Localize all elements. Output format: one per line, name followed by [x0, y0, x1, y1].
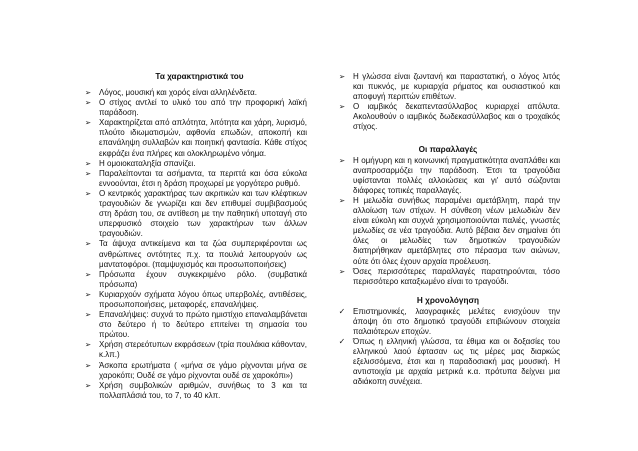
arrow-bullet-icon: ➢ [84, 269, 92, 279]
dating-heading: Η χρονολόγηση [416, 295, 480, 305]
right-column [336, 72, 560, 388]
list-item: ➢ Πρόσωπα έχουν συγκεκριμένο ρόλο. (συμβατικά πρόσωπα) [82, 270, 307, 290]
arrow-bullet-icon: ➢ [84, 158, 92, 168]
list-item: ➢ Η ομοιοκαταληξία σπανίζει. [82, 159, 307, 169]
list-item: ➢ Χρήση συμβολικών αριθμών, συνήθως το 3 και τα πολλαπλάσιά του, το 7, το 40 κλπ. [82, 381, 307, 401]
dating-section [336, 296, 560, 388]
list-item: ➢ Ο κεντρικός χαρακτήρας των ακριτικών και των κλέφτικων τραγουδιών δε γνωρίζει και δεν επιθυμεί συμβιβασμούς στη δράση του, σε αντίθεση με την παθητική υποταγή στο υπερφυσικό στοιχείο των χαρακτήρων των άλλων τραγουδιών. [82, 189, 307, 239]
arrow-bullet-icon: ➢ [338, 155, 346, 165]
arrow-bullet-icon: ➢ [84, 340, 92, 350]
left-column [82, 72, 307, 401]
dating-list [336, 307, 560, 388]
language-list [336, 72, 560, 133]
list-item: ➢ Ο στίχος αντλεί το υλικό του από την προφορική λαϊκή παράδοση. [82, 98, 307, 118]
list-item: ➢ Η γλώσσα είναι ζωντανή και παραστατική, ο λόγος λιτός και πυκνός, με κυριαρχία ρήματος και ουσιαστικού και αποφυγή περιττών επιθέτων. [336, 72, 560, 102]
arrow-bullet-icon: ➢ [84, 380, 92, 390]
arrow-bullet-icon: ➢ [84, 88, 92, 97]
list-item: ✓ Όπως η ελληνική γλώσσα, τα έθιμα και οι δοξασίες του ελληνικού λαού έφτασαν ως τις μέρες μας διαρκώς εξελισσόμενα, έτσι και η παραδοσιακή μας μουσική. Η αντιστοιχία με αρχαία μετρικά κ.α. πρότυπα δείχνει μια αδιάκοπη συνέχεια. [336, 337, 560, 387]
list-item: ➢ Παραλείπονται τα ασήμαντα, τα περιττά και όσα εύκολα εννοούνται, έτσι η δράση προχωρεί με γοργότερο ρυθμό. [82, 169, 307, 189]
characteristics-heading: Τα χαρακτηριστικά του [155, 72, 244, 81]
list-item: ➢ Χρήση στερεότυπων εκφράσεων (τρία πουλάκια κάθονταν, κ.λπ.) [82, 340, 307, 360]
list-item: ➢ Κυριαρχούν σχήματα λόγου όπως υπερβολές, αντιθέσεις, προσωποποιήσεις, μεταφορές, επαναλήψεις. [82, 290, 307, 310]
list-item: ➢ Επαναλήψεις: συχνά το πρώτο ημιστίχιο επαναλαμβάνεται στο δεύτερο ή το δεύτερο επιτείνει τη σημασία του πρώτου. [82, 310, 307, 340]
variations-section [336, 145, 560, 287]
checkmark-bullet-icon: ✓ [338, 337, 346, 347]
arrow-bullet-icon: ➢ [84, 168, 92, 178]
arrow-bullet-icon: ➢ [84, 289, 92, 299]
list-item: ➢ Άσκοπα ερωτήματα ( «μήνα σε γάμο ρίχνονται μήνα σε χαροκόπι; Ουδέ σε γάμο ρίχνονται ουδέ σε χαροκόπι») [82, 361, 307, 381]
list-item: ✓ Επιστημονικές, λαογραφικές μελέτες ενισχύουν την άποψη ότι στο δημοτικό τραγούδι επιβιώνουν στοιχεία παλαιότερων εποχών. [336, 307, 560, 337]
list-item: ➢ Η μελωδία συνήθως παραμένει αμετάβλητη, παρά την αλλοίωση των στίχων. Η σύνθεση νέων μελωδιών δεν είναι εύκολη και συχνά χρησιμοποιούνται παλιές, γνωστές μελωδίες σε νέα τραγούδια. Αυτό βέβαια δεν σημαίνει ότι όλες οι μελωδίες των δημοτικών τραγουδιών διατηρήθηκαν αμετάβλητες στο πέρασμα των αιώνων, ούτε ότι όλες έχουν αρχαία προέλευση. [336, 196, 560, 267]
arrow-bullet-icon: ➢ [84, 239, 92, 249]
variations-list [336, 156, 560, 287]
list-item: ➢ Τα άψυχα αντικείμενα και τα ζώα συμπεριφέρονται ως ανθρώπινες οντότητες π.χ. τα πουλιά λειτουργούν ως μαντατοφόροι. (παμψυχισμός και προσωποποιήσεις) [82, 239, 307, 269]
list-item: ➢ Ο ιαμβικός δεκαπεντασύλλαβος κυριαρχεί απόλυτα. Ακολουθούν ο ιαμβικός δωδεκασύλλαβος και ο τροχαϊκός στίχος. [336, 102, 560, 132]
list-item: ➢ Όσες περισσότερες παραλλαγές παρατηρούνται, τόσο περισσότερο καταξιωμένο είναι το τραγούδι. [336, 267, 560, 287]
list-item: ➢ Χαρακτηρίζεται από απλότητα, λιτότητα και χάρη, λυρισμό, πλούτο ιδιωματισμών, αφθονία επωδών, αποκοπή και επανάληψη συλλαβών και ποιητική φαντασία. Κάθε στίχος εκφράζει ένα πλήρες και ολοκληρωμένο νόημα. [82, 118, 307, 158]
arrow-bullet-icon: ➢ [84, 310, 92, 320]
checkmark-bullet-icon: ✓ [338, 306, 346, 316]
arrow-bullet-icon: ➢ [338, 102, 346, 112]
arrow-bullet-icon: ➢ [84, 98, 92, 108]
arrow-bullet-icon: ➢ [338, 195, 346, 205]
list-item: ➢ Λόγος, μουσική και χορός είναι αλληλένδετα. [82, 88, 307, 98]
arrow-bullet-icon: ➢ [84, 360, 92, 370]
arrow-bullet-icon: ➢ [84, 188, 92, 198]
variations-heading: Οι παραλλαγές [418, 144, 478, 154]
arrow-bullet-icon: ➢ [84, 118, 92, 128]
arrow-bullet-icon: ➢ [338, 266, 346, 276]
characteristics-list [82, 88, 307, 401]
list-item: ➢ Η ομήγυρη και η κοινωνική πραγματικότητα αναπλάθει και αναπροσαρμόζει την παράδοση. Έτσι τα τραγούδια υφίστανται πολλές αλλοιώσεις και γι' αυτό σώζονται διάφορες τοπικές παραλλαγές. [336, 156, 560, 196]
arrow-bullet-icon: ➢ [338, 72, 346, 81]
